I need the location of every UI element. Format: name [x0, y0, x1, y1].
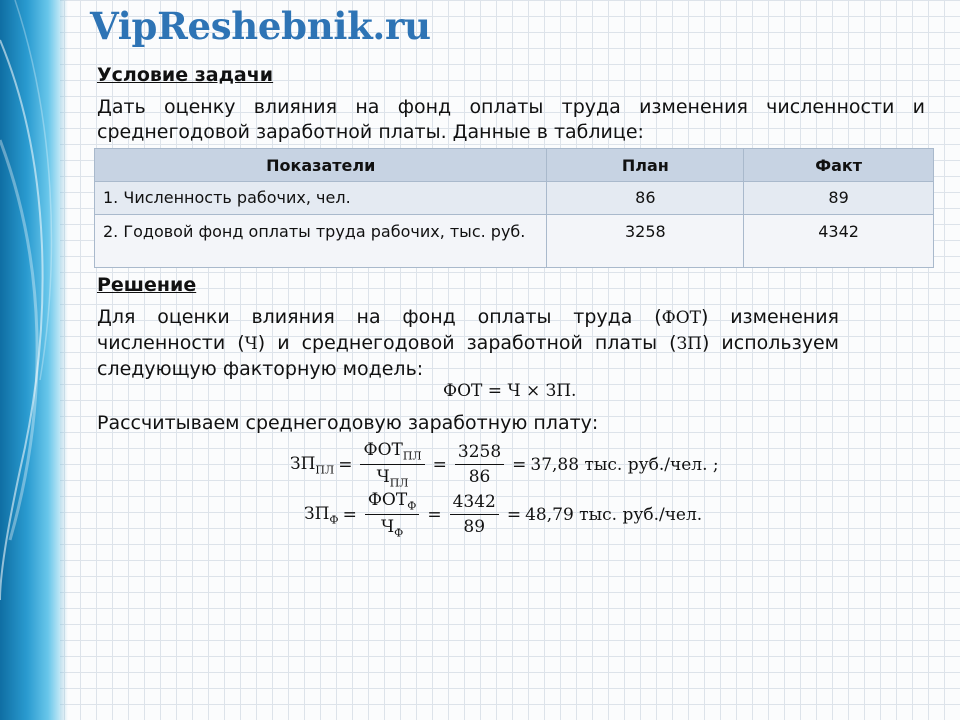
equals-sign: =: [512, 454, 527, 475]
condition-heading: Условие задачи: [97, 64, 274, 86]
fraction-symbolic: $\frac{ФОТ_{ПЛ}}{Ч_{ПЛ}}$: [360, 440, 424, 490]
decorative-side-band: [0, 0, 60, 720]
equals-sign: =: [432, 454, 447, 475]
row-fact-value: 89: [744, 182, 934, 215]
formula-result: 48,79 тыс. руб./чел.: [525, 504, 703, 525]
formula-result: 37,88 тыс. руб./чел. ;: [530, 454, 719, 475]
data-table: [94, 148, 934, 268]
calc-intro-text: Рассчитываем среднегодовую заработную плату:: [97, 412, 599, 434]
formula-lhs: $ЗП_Ф$: [304, 503, 339, 527]
solution-paragraph: [97, 305, 839, 382]
side-swoosh-graphic: [0, 0, 60, 720]
table-row: [95, 182, 934, 215]
formula-plan: [290, 440, 719, 490]
col-header-indicator: Показатели: [95, 149, 547, 182]
condition-text: Дать оценку влияния на фонд оплаты труда изменения численности и среднегодовой заработной платы. Данные в таблице:: [97, 96, 925, 143]
col-header-fact: Факт: [744, 149, 934, 182]
col-header-plan: План: [547, 149, 744, 182]
table-row: [95, 215, 934, 268]
equals-sign: =: [342, 504, 357, 525]
solution-text: Для оценки влияния на фонд оплаты труда (: [97, 306, 662, 328]
formula-fact: [304, 490, 702, 540]
row-fact-value: 4342: [744, 215, 934, 268]
fraction-numeric: $\frac{4342}{89}$: [450, 492, 499, 537]
solution-text: ) изменения численности (: [97, 306, 839, 354]
equals-sign: =: [506, 504, 522, 525]
math-ch: Ч: [244, 334, 258, 354]
solution-text: ) и среднегодовой заработной платы (: [257, 332, 677, 354]
row-plan-value: 86: [547, 182, 744, 215]
formula-lhs: $ЗП_{ПЛ}$: [290, 453, 335, 477]
math-fot: ФОТ: [661, 308, 702, 328]
math-zp: ЗП: [676, 334, 702, 354]
equals-sign: =: [427, 504, 442, 525]
solution-text: ) используем следующую факторную модель:: [97, 332, 839, 380]
side-band-edge: [60, 0, 68, 720]
fraction-symbolic: $\frac{ФОТ_Ф}{Ч_Ф}$: [365, 490, 420, 540]
solution-heading: Решение: [97, 274, 197, 296]
row-label: 1. Численность рабочих, чел.: [95, 182, 547, 215]
row-label: 2. Годовой фонд оплаты труда рабочих, тыс. руб.: [95, 215, 547, 268]
equals-sign: =: [338, 454, 353, 475]
row-plan-value: 3258: [547, 215, 744, 268]
factor-model-formula: ФОТ = Ч × ЗП.: [443, 381, 577, 401]
table-header-row: [95, 149, 934, 182]
fraction-numeric: $\frac{3258}{86}$: [455, 442, 504, 487]
site-logo: VipReshebnik.ru: [90, 4, 431, 48]
